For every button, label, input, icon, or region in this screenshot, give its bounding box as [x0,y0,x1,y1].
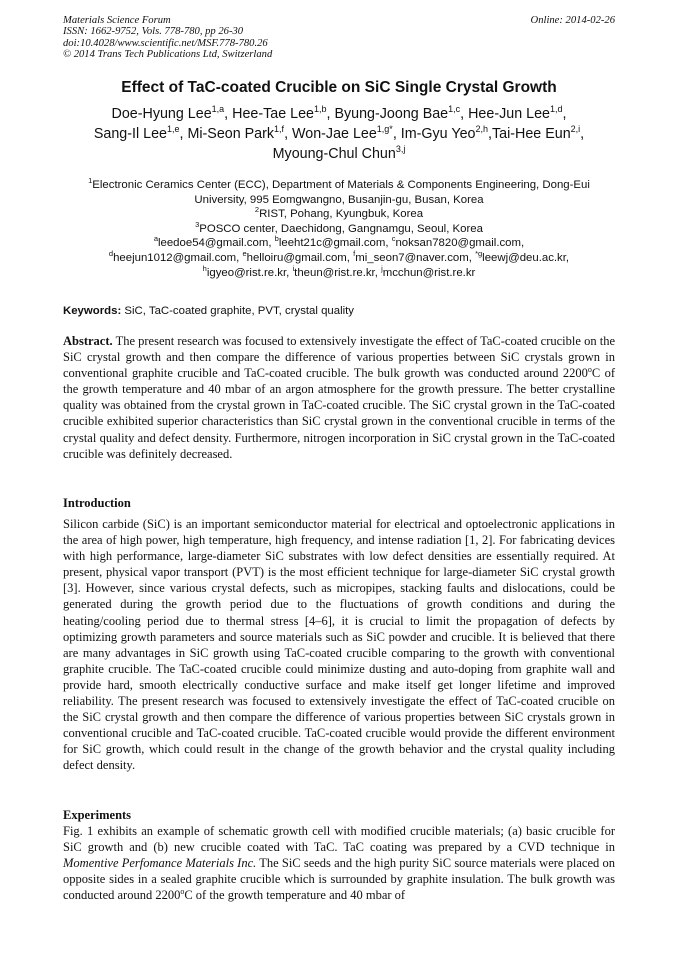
author-name: Hee-Tae Lee [232,106,314,122]
email-line-1 [40,236,638,251]
abstract [63,333,615,462]
email-link[interactable]: theun@rist.re.kr, [294,266,378,279]
email-link[interactable]: leeht21c@gmail.com, [278,237,389,250]
paper-title: Effect of TaC-coated Crucible on SiC Single Crystal Growth [121,79,557,96]
author-sup: 1,a [211,104,225,115]
author-name: Mi-Seon Park [187,126,275,142]
keywords [63,305,354,317]
keywords-text: SiC, TaC-coated graphite, PVT, crystal quality [124,305,355,317]
affiliations [40,178,638,280]
affiliation-text: RIST, Pohang, Kyungbuk, Korea [259,208,424,221]
experiments-text [63,823,615,903]
journal-issn: ISSN: 1662-9752, Vols. 778-780, pp 26-30 [63,26,244,38]
email-link[interactable]: mcchun@rist.re.kr [382,266,476,279]
abstract-label: Abstract. [63,334,113,348]
degree-sup: o [587,365,592,375]
email-line-2 [40,251,638,266]
experiments-text-b: The SiC seeds and the high purity SiC source materials were placed on opposite sides in a sealed graphite crucible which is surrounded by graphite insulation. The bulk growth was conducted around 2200 [63,856,615,903]
affiliation-1-cont: University, 995 Eomgwangno, Busanjin-gu, Busan, Korea [194,193,484,206]
affiliation-1 [40,178,638,193]
affiliation-2 [40,207,638,222]
affiliation-sup: 1 [88,176,93,186]
author-name: Im-Gyu Yeo [400,126,476,142]
author-name: Sang-Il Lee [93,126,167,142]
email-link[interactable]: mi_seon7@naver.com, [355,251,472,264]
keywords-label: Keywords: [63,305,122,317]
author-sup: 1,c [448,104,461,115]
author-sup: 1,f [274,124,285,135]
email-link[interactable]: leedoe54@gmail.com, [157,237,272,250]
author-list: Doe-Hyung Lee$^{1,a}$, Hee-Tae Lee$^{1,b}$, Byung-Joong Bae$^{1,c}$, Hee-Jun Lee$^{1,d}$, Sang-Il Lee$^{1,e}$, Mi-Seon Park$^{1,f}$, Won-Jae Lee$^{1,g*}$, Im-Gyu Yeo$^{2,h}$,Tai-Hee Eun$^{2,i}$, Myoung-Chul Chun$^{3,j}$ [93,104,585,162]
experiments-text-c: C of the growth temperature and 40 mbar of [184,888,406,903]
author-name: Myoung-Chul Chun [272,146,396,162]
author-name: Doe-Hyung Lee [111,106,212,122]
email-link[interactable]: noksan7820@gmail.com, [395,237,525,250]
email-link[interactable]: heejun1012@gmail.com, [113,251,240,264]
journal-doi[interactable]: doi:10.4028/www.scientific.net/MSF.778-780.26 [63,37,268,49]
email-link[interactable]: leewj@deu.ac.kr, [482,251,570,264]
author-sup: 1,g* [376,124,393,135]
abstract-text-b: C of the growth temperature and 40 mbar of an argon atmosphere for the growth pressure. The better crystalline quality was obtained from the crystal grown in TaC-coated crucible. The SiC crystal grown in the TaC-coated crucible exhibited superior characteristics than SiC crystal grown in the conventional crucible in terms of the crystal quality and defect density. Furthermore, nitrogen incorporation in SiC crystal grown in the TaC-coated crucible was definitely decreased. [63,366,615,461]
author-sup: 1,e [166,124,180,135]
experiments-heading: Experiments [63,808,132,822]
degree-sup: o [180,887,185,897]
email-link[interactable]: helloiru@gmail.com, [246,251,350,264]
author-name: Won-Jae Lee [292,126,377,142]
author-sup: 2,i [570,124,581,135]
email-line-3 [40,263,638,281]
author-name: Byung-Joong Bae [334,106,449,122]
affiliation-3 [40,219,638,237]
journal-header [63,15,272,61]
affiliation-sup: 3 [195,219,200,229]
journal-name: Materials Science Forum [63,15,171,26]
author-name: Hee-Jun Lee [468,106,550,122]
email-sup: *g [475,249,483,259]
email-sup: e [242,249,247,259]
introduction-heading: Introduction [63,496,131,510]
journal-copyright: © 2014 Trans Tech Publications Ltd, Switzerland [63,49,273,61]
email-sup: i [292,263,295,273]
email-sup: c [391,234,396,244]
experiments-text-a: Fig. 1 exhibits an example of schematic growth cell with modified crucible materials; (a) basic crucible for SiC growth and (b) new crucible coated with TaC. TaC coating was prepared by a CVD technique in [63,824,615,855]
affiliation-sup: 2 [254,205,260,215]
email-sup: d [108,249,114,259]
email-sup: a [153,234,158,244]
abstract-text-a: The present research was focused to extensively investigate the effect of TaC-coated crucible on the SiC crystal growth and then compare the difference of various properties between SiC crystals grown in conventional graphite crucible and TaC-coated crucible. The bulk growth was conducted around 2200 [63,334,615,381]
affiliation-text: POSCO center, Daechidong, Gangnamgu, Seoul, Korea [199,222,483,235]
email-link[interactable]: igyeo@rist.re.kr, [206,266,290,279]
author-sup: 3,j [395,144,406,155]
author-name: Tai-Hee Eun [491,126,571,142]
affiliation-text: Electronic Ceramics Center (ECC), Department of Materials & Components Engineering, Dong-Eui [92,179,590,191]
company-name: Momentive Perfomance Materials Inc. [63,856,257,871]
introduction-text: Silicon carbide (SiC) is an important semiconductor material for electrical and optoelectronic applications in the area of high power, high temperature, high frequency, and intense radiation [1, 2]. For fabricating devices with high performance, large-diameter SiC substrates with low defect densities are essentially required. At present, physical vapor transport (PVT) is the most efficient technique for large-diameter SiC crystal growth [3]. However, since various crystal defects, such as micropipes, stacking faults and dislocations, could be generated during the growth period due to the fluctuations of growth conditions and during the heating/cooling period due to thermal stress [4–6], it is crucial to limit the propagation of defects by optimizing growth parameters and source materials such as SiC powder and crucible. It is believed that there are many advantages in SiC growth using TaC-coated crucible comparing to the growth with conventional graphite crucible. The TaC-coated crucible could minimize dusting and auto-doping from graphite wall and provide hard, smooth electrically conductive surface and make itself get longer lifetime and improved reliability. The present research was focused to extensively investigate the effect of TaC-coated crucible on the SiC crystal growth and then compare the difference of various properties between SiC crystals grown in conventional crucible and TaC-coated crucible. TaC-coated crucible would provide the different environment for SiC growth, which could result in the change of the growth behavior and the crystal quality including defect density. [63,517,615,773]
author-sup: 2,h [475,124,488,135]
author-sup: 1,d [549,104,563,115]
online-date: Online: 2014-02-26 [530,15,615,26]
author-sup: 1,b [314,104,327,115]
email-sup: b [274,234,279,244]
email-sup: h [202,263,207,273]
email-sup: j [381,263,383,273]
email-sup: f [353,249,356,259]
